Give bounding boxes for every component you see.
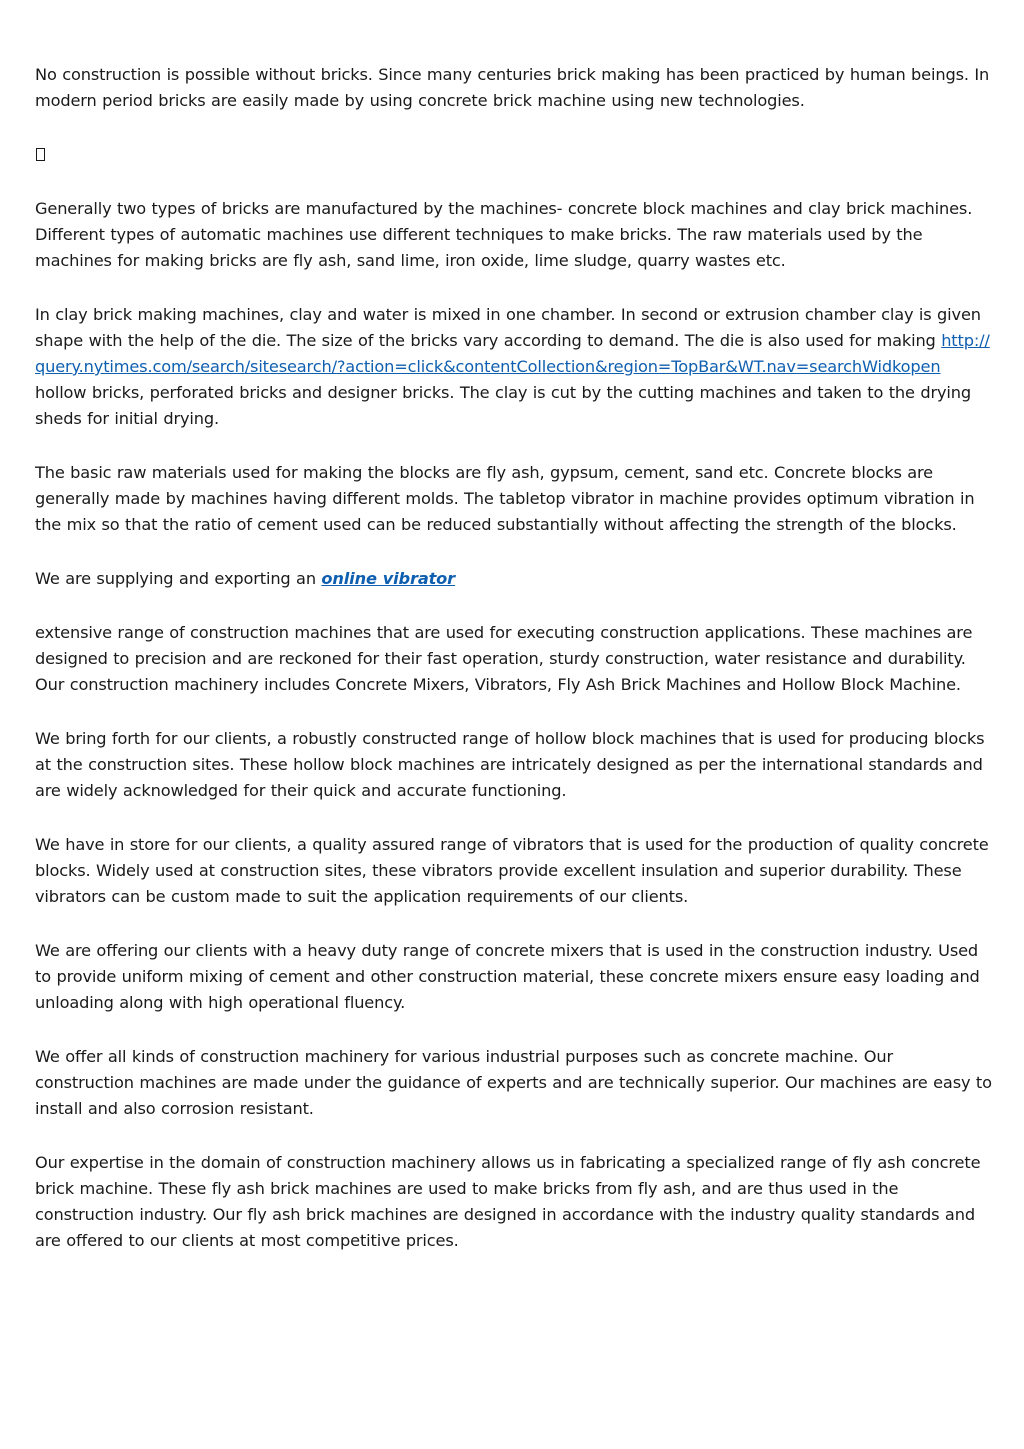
clay-text-before-link: In clay brick making machines, clay and water is mixed in one chamber. In second or extrusion chamber clay is given shape with the help of the die. The size of the bricks vary according to demand. The die is also used for making [35, 305, 981, 350]
paragraph-brick-types: Generally two types of bricks are manufactured by the machines- concrete block machines and clay brick machines. Different types of automatic machines use different techniques to make bricks. The raw materials used by the machines for making bricks are fly ash, sand lime, iron oxide, lime sludge, quarry wastes etc. [35, 199, 973, 270]
missing-image-glyph-line [35, 142, 993, 168]
paragraph-mixers: We are offering our clients with a heavy duty range of concrete mixers that is used in the construction industry. Used to provide uniform mixing of cement and other construction material, these concrete mixers ensure easy loading and unloading along with high operational fluency. [35, 941, 980, 1012]
online-vibrator-link[interactable]: online vibrator [321, 569, 455, 588]
paragraph-machinery: We offer all kinds of construction machinery for various industrial purposes such as concrete machine. Our construction machines are made under the guidance of experts and are technically superior. Our machines are easy to install and also corrosion resistant. [35, 1047, 992, 1118]
nytimes-search-link[interactable]: http://query.nytimes.com/search/sitesearch/?action=click&contentCollection&region=TopBar&WT.nav=searchWidkopen [35, 331, 990, 376]
missing-glyph-icon [36, 148, 45, 161]
paragraph-hollow-block: We bring forth for our clients, a robustly constructed range of hollow block machines that is used for producing blocks at the construction sites. These hollow block machines are intricately designed as per the international standards and are widely acknowledged for their quick and accurate functioning. [35, 729, 985, 800]
paragraph-range: extensive range of construction machines that are used for executing construction applications. These machines are designed to precision and are reckoned for their fast operation, sturdy construction, water resistance and durability. Our construction machinery includes Concrete Mixers, Vibrators, Fly Ash Brick Machines and Hollow Block Machine. [35, 623, 973, 694]
paragraph-intro: No construction is possible without bricks. Since many centuries brick making has been practiced by human beings. In modern period bricks are easily made by using concrete brick machine using new technologies. [35, 65, 990, 110]
paragraph-vibrators: We have in store for our clients, a quality assured range of vibrators that is used for the production of quality concrete blocks. Widely used at construction sites, these vibrators provide excellent insulation and superior durability. These vibrators can be custom made to suit the application requirements of our clients. [35, 835, 989, 906]
supplying-text: We are supplying and exporting an [35, 569, 322, 588]
paragraph-raw-materials: The basic raw materials used for making the blocks are fly ash, gypsum, cement, sand etc. Concrete blocks are generally made by machines having different molds. The tabletop vibrator in machine provides optimum vibration in the mix so that the ratio of cement used can be reduced substantially without affecting the strength of the blocks. [35, 463, 975, 534]
clay-text-after-link: hollow bricks, perforated bricks and designer bricks. The clay is cut by the cutting machines and taken to the drying sheds for initial drying. [35, 383, 971, 428]
paragraph-fly-ash: Our expertise in the domain of construction machinery allows us in fabricating a specialized range of fly ash concrete brick machine. These fly ash brick machines are used to make bricks from fly ash, and are thus used in the construction industry. Our fly ash brick machines are designed in accordance with the industry quality standards and are offered to our clients at most competitive prices. [35, 1153, 981, 1250]
paragraph-supplying [35, 566, 993, 592]
paragraph-clay-machines [35, 302, 993, 432]
document-body [35, 62, 993, 1282]
